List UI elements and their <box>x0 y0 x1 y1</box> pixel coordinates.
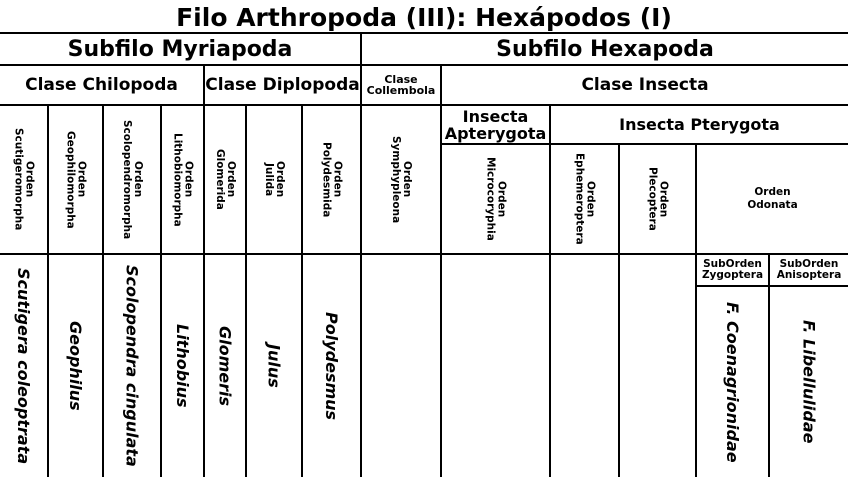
especie-geophilus: Geophilus <box>66 321 85 411</box>
orden-julida: Orden Julida <box>263 161 286 198</box>
orden-plecoptera: Orden Plecoptera <box>646 167 670 231</box>
insecta-pterygota: Insecta Pterygota <box>619 115 780 134</box>
orden-scolopendromorpha: Orden Scolopendromorpha <box>121 119 144 240</box>
especie-scolopendra-cingulata: Scolopendra cingulata <box>122 265 142 467</box>
subfilo-myriapoda: Subfilo Myriapoda <box>67 36 293 62</box>
clase-insecta: Clase Insecta <box>581 75 709 95</box>
especie-scutigera-coleoptrata: Scutigera coleoptrata <box>14 267 33 465</box>
familia-libellulidae: F. Libellulidae <box>799 320 819 444</box>
clase-chilopoda: Clase Chilopoda <box>25 75 178 95</box>
especie-glomeris: Glomeris <box>215 325 235 407</box>
subfilo-hexapoda: Subfilo Hexapoda <box>496 36 714 62</box>
orden-polydesmida: Orden Polydesmida <box>320 141 344 218</box>
clase-diplopoda: Clase Diplopoda <box>205 75 360 95</box>
clase-collembola: Clase Collembola <box>366 73 436 97</box>
orden-ephemeroptera: Orden Ephemeroptera <box>573 153 597 245</box>
suborden-zygoptera: SubOrden Zygoptera <box>701 258 764 281</box>
orden-glomerida: Orden Glomerida <box>214 149 237 210</box>
orden-scutigeromorpha: Orden Scutigeromorpha <box>12 128 36 231</box>
orden-geophilomorpha: Orden Geophilomorpha <box>64 130 88 229</box>
especie-julus: Julus <box>264 344 284 388</box>
suborden-anisoptera: SubOrden Anisoptera <box>776 258 842 281</box>
familia-coenagrionidae: F. Coenagrionidae <box>723 301 742 463</box>
orden-odonata: Orden Odonata <box>747 186 798 211</box>
especie-polydesmus: Polydesmus <box>322 311 341 421</box>
orden-lithobiomorpha: Orden Lithobiomorpha <box>171 132 195 227</box>
especie-lithobius: Lithobius <box>173 324 192 408</box>
page-title: Filo Arthropoda (III): Hexápodos (I) <box>176 3 672 32</box>
insecta-apterygota: Insecta Apterygota <box>444 106 547 143</box>
orden-symphypleona: Orden Symphypleona <box>390 135 413 224</box>
orden-microcoryphia: Orden Microcoryphia <box>484 157 508 241</box>
